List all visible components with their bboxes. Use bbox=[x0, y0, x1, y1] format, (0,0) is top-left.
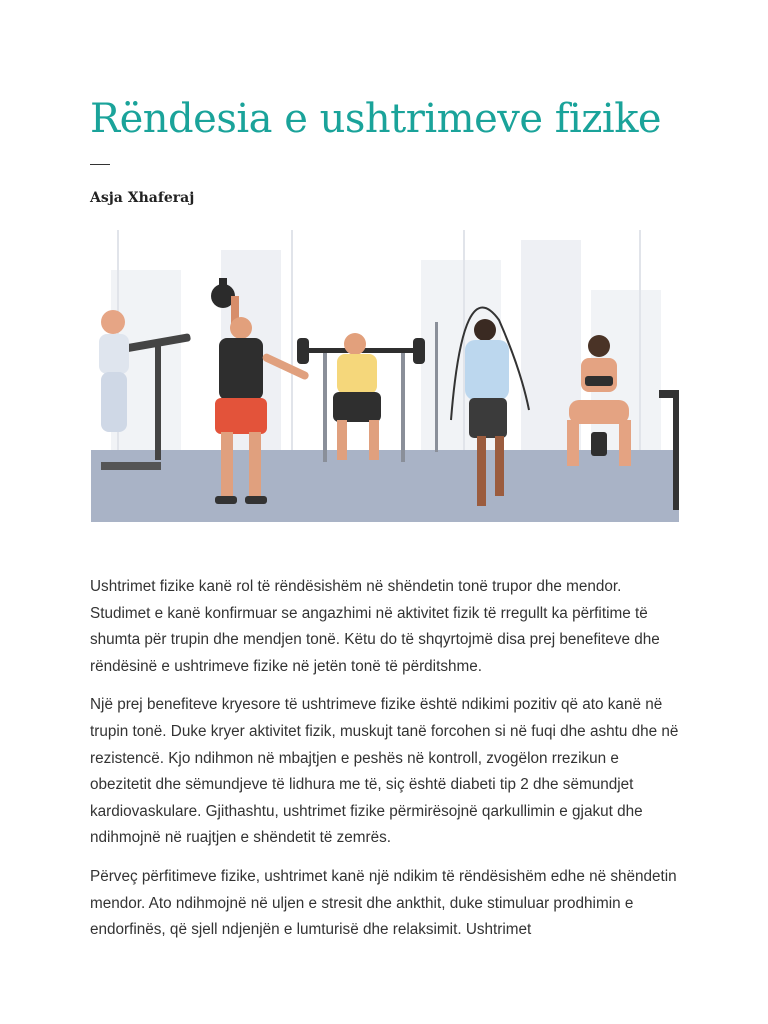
article-body bbox=[90, 574, 680, 956]
article-paragraph: Një prej benefiteve kryesore të ushtrimeve fizike është ndikimi pozitiv që ato kanë në trupin tonë. Duke kryer aktivitet fizik, muskujt tanë forcohen si në fuqi dhe ashtu dhe në rezistencë. Kjo ndihmon në mbajtjen e peshës në kontroll, zvogëlon rrezikun e obezitetit dhe sëmundjeve të lidhura me të, siç është diabeti tip 2 dhe sëmundjet kardiovaskulare. Gjithashtu, ushtrimet fizike përmirësojnë qarkullimin e gjakut dhe ndihmojnë në ruajtjen e shëndetit të zemrës. bbox=[90, 696, 679, 847]
gym-illustration bbox=[91, 230, 679, 522]
article-author: Asja Xhaferaj bbox=[90, 190, 195, 206]
article-title: Rëndesia e ushtrimeve fizike bbox=[90, 96, 662, 142]
article-paragraph: Ushtrimet fizike kanë rol të rëndësishëm në shëndetin tonë trupor dhe mendor. Studimet e kanë konfirmuar se angazhimi në aktivitet fizik të rregullt ka përfitime të shumta për trupin dhe mendjen tonë. Këtu do të shqyrtojmë disa prej benefiteve dhe rëndësinë e ushtrimeve fizike në jetën tonë të përditshme. bbox=[90, 578, 660, 675]
article-paragraph: Përveç përfitimeve fizike, ushtrimet kanë një ndikim të rëndësishëm edhe në shëndetin mendor. Ato ndihmojnë në uljen e stresit dhe ankthit, duke stimuluar prodhimin e endorfinës, që sjell ndjenjën e lumturisë dhe relaksimit. Ushtrimet bbox=[90, 867, 677, 939]
gym-illustration-icon bbox=[91, 230, 679, 522]
title-divider bbox=[90, 164, 110, 165]
